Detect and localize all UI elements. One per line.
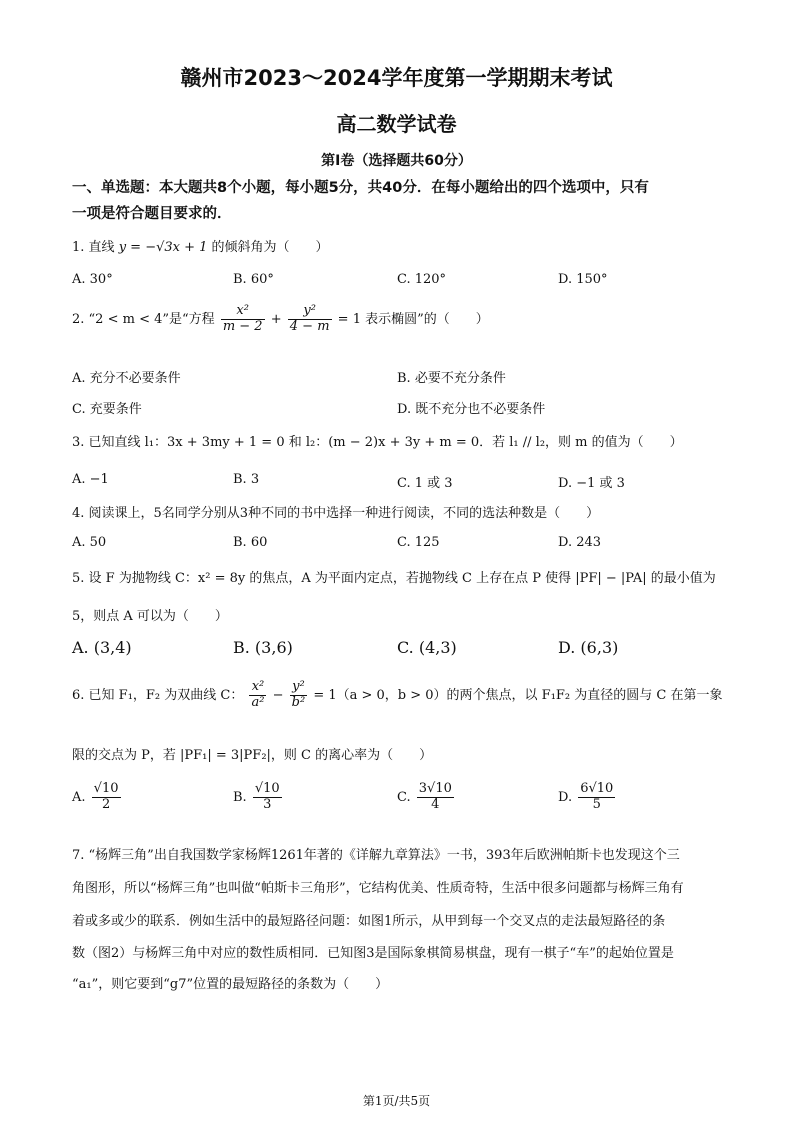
- q1-option-d: D. 150°: [558, 272, 608, 287]
- q2-post: = 1 表示椭圆”的（ ）: [337, 311, 489, 327]
- q1-option-b: B. 60°: [233, 272, 274, 287]
- q6-option-c-fraction: [417, 782, 454, 813]
- paper-subtitle: 高二数学试卷: [336, 112, 457, 136]
- q3-option-c: C. 1 或 3: [397, 476, 453, 491]
- question-5-line1: 5. 设 F 为抛物线 C：x² = 8y 的焦点，A 为平面内定点，若抛物线 C 上存在点 P 使得 |PF| − |PA| 的最小值为: [72, 571, 716, 586]
- question-6-line1: [72, 680, 723, 711]
- q2-pre: 2. “2 < m < 4”是“方程: [72, 311, 215, 327]
- q4-option-d: D. 243: [558, 535, 602, 550]
- q6-option-c-label: C.: [397, 789, 411, 805]
- question-7-line1: 7. “杨辉三角”出自我国数学家杨辉1261年著的《详解九章算法》一书，393年后欧洲帕斯卡也发现这个三: [72, 848, 680, 863]
- q4-option-b: B. 60: [233, 535, 268, 550]
- q3-option-a: A. −1: [72, 472, 109, 487]
- q4-option-c: C. 125: [397, 535, 440, 550]
- q3-option-b: B. 3: [233, 472, 260, 487]
- section-instruction-line1: 一、单选题：本大题共8个小题，每小题5分，共40分．在每小题给出的四个选项中，只有: [72, 180, 649, 196]
- q6-fraction-2: [290, 680, 308, 711]
- section-instruction-line2: 一项是符合题目要求的．: [72, 206, 232, 222]
- q5-option-a: A. (3,4): [72, 638, 132, 657]
- q6-fraction-1: [249, 680, 266, 711]
- q6-pre: 6. 已知 F₁，F₂ 为双曲线 C：: [72, 687, 244, 703]
- q6-option-d-num: 6√10: [580, 781, 614, 796]
- q6-option-d-fraction: [578, 782, 615, 813]
- q1-equation: y = −√3x + 1: [118, 240, 208, 255]
- q2-frac2-num: y²: [288, 304, 332, 320]
- exam-title: 赣州市2023～2024学年度第一学期期末考试: [180, 66, 613, 90]
- question-5-line2: 5，则点 A 可以为（ ）: [72, 609, 228, 624]
- q5-option-d: D. (6,3): [558, 638, 619, 657]
- q1-option-a: A. 30°: [72, 272, 113, 287]
- q2-option-b: B. 必要不充分条件: [397, 371, 506, 386]
- q2-option-c: C. 充要条件: [72, 402, 142, 417]
- q6-option-b-label: B.: [233, 789, 247, 805]
- question-7-line2: 角图形，所以“杨辉三角”也叫做“帕斯卡三角形”，它结构优美、性质奇特，生活中很多问题都与杨辉三角有: [72, 881, 684, 896]
- q6-option-a-num: √10: [93, 781, 119, 796]
- q6-frac1-den: a²: [251, 694, 265, 710]
- q1-post: 的倾斜角为（ ）: [211, 240, 329, 255]
- page-number: 第1页/共5页: [362, 1094, 431, 1108]
- q2-fraction-2: [288, 304, 332, 335]
- q6-option-d: [558, 782, 617, 813]
- q6-option-b-den: 3: [263, 796, 272, 812]
- q6-frac2-num: y²: [290, 680, 308, 696]
- q6-frac2-den: b²: [291, 694, 306, 710]
- question-7-line3: 着或多或少的联系．例如生活中的最短路径问题：如图1所示，从甲到每一个交叉点的走法最短路径的条: [72, 914, 666, 929]
- q2-frac1-num: x²: [221, 304, 265, 320]
- q6-option-a-label: A.: [72, 789, 86, 805]
- q2-frac1-den: m − 2: [222, 318, 263, 334]
- question-7-line5: “a₁”，则它要到“g7”位置的最短路径的条数为（ ）: [72, 977, 389, 992]
- q6-option-d-label: D.: [558, 789, 573, 805]
- q5-option-b: B. (3,6): [233, 638, 293, 657]
- q2-fraction-1: [221, 304, 265, 335]
- q2-frac2-den: 4 − m: [289, 318, 330, 334]
- q2-option-d: D. 既不充分也不必要条件: [397, 402, 546, 417]
- q6-option-b-num: √10: [254, 781, 280, 796]
- q1-pre: 1. 直线: [72, 240, 115, 255]
- question-3: 3. 已知直线 l₁：3x + 3my + 1 = 0 和 l₂：(m − 2)x + 3y + m = 0．若 l₁ // l₂，则 m 的值为（ ）: [72, 435, 683, 450]
- q6-minus: −: [272, 687, 284, 703]
- q6-option-c: [397, 782, 456, 813]
- q6-option-a-fraction: [92, 782, 121, 813]
- q2-plus: +: [270, 311, 282, 327]
- question-1: [72, 236, 329, 255]
- question-2: [72, 304, 489, 335]
- q6-frac1-num: x²: [249, 680, 266, 696]
- q6-option-c-num: 3√10: [418, 781, 452, 796]
- q4-option-a: A. 50: [72, 535, 107, 550]
- q5-option-c: C. (4,3): [397, 638, 457, 657]
- q2-option-a: A. 充分不必要条件: [72, 371, 181, 386]
- q1-option-c: C. 120°: [397, 272, 447, 287]
- q3-option-d: D. −1 或 3: [558, 476, 625, 491]
- q6-post: = 1（a > 0，b > 0）的两个焦点，以 F₁F₂ 为直径的圆与 C 在第一象: [313, 687, 723, 703]
- q6-option-b-fraction: [253, 782, 282, 813]
- q6-option-c-den: 4: [431, 796, 440, 812]
- question-6-line2: 限的交点为 P，若 |PF₁| = 3|PF₂|，则 C 的离心率为（ ）: [72, 748, 433, 763]
- question-7-line4: 数（图2）与杨辉三角中对应的数性质相同．已知图3是国际象棋简易棋盘，现有一棋子“车”的起始位置是: [72, 946, 674, 961]
- q6-option-a: [72, 782, 123, 813]
- q6-option-b: [233, 782, 284, 813]
- question-4: 4. 阅读课上，5名同学分别从3种不同的书中选择一种进行阅读，不同的选法种数是（ ）: [72, 506, 600, 521]
- q6-option-a-den: 2: [101, 796, 111, 812]
- q6-option-d-den: 5: [592, 796, 601, 812]
- part-heading: 第Ⅰ卷（选择题共60分）: [321, 153, 472, 169]
